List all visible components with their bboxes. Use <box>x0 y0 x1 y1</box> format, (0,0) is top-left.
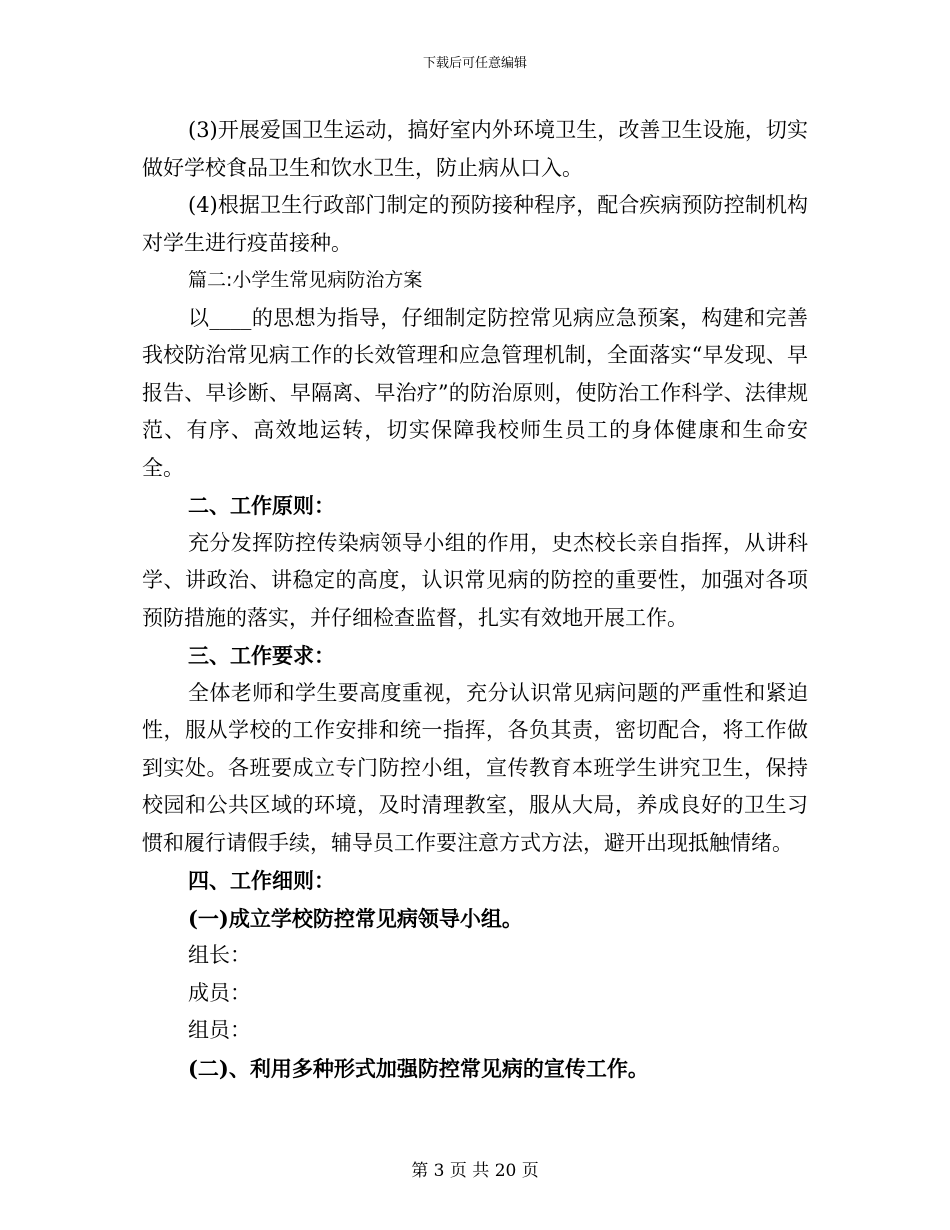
heading-work-details: 四、工作细则： <box>188 868 335 893</box>
paragraph-3: (3)开展爱国卫生运动，搞好室内外环境卫生，改善卫生设施，切实做好学校食品卫生和饮水卫生，防止病从口入。 <box>142 118 808 180</box>
members-line: 成员： <box>188 980 251 1005</box>
heading-work-requirements: 三、工作要求： <box>188 643 335 668</box>
page-footer: 第 3 页 共 20 页 <box>411 1161 539 1181</box>
group-members-line: 组员： <box>188 1018 251 1042</box>
guiding-paragraph: 以____的思想为指导，仔细制定防控常见病应急预案，构建和完善我校防治常见病工作的长效管理和应急管理机制，全面落实“早发现、早报告、早诊断、早隔离、早治疗”的防治原则，使防治工作科学、法律规范、有序、高效地运转，切实保障我校师生员工的身体健康和生命安全。 <box>142 305 808 480</box>
subheading-publicity: (二)、利用多种形式加强防控常见病的宣传工作。 <box>188 1055 649 1081</box>
subheading-leading-group: (一)成立学校防控常见病领导小组。 <box>188 905 523 931</box>
paragraph-4: (4)根据卫生行政部门制定的预防接种程序，配合疾病预防控制机构对学生进行疫苗接种。 <box>142 193 808 255</box>
requirements-paragraph: 全体老师和学生要高度重视，充分认识常见病问题的严重性和紧迫性，服从学校的工作安排和统一指挥，各负其责，密切配合，将工作做到实处。各班要成立专门防控小组，宣传教育本班学生讲究卫生，保持校园和公共区域的环境，及时清理教室，服从大局，养成良好的卫生习惯和履行请假手续，辅导员工作要注意方式方法，避开出现抵触情绪。 <box>142 680 808 855</box>
article-title: 篇二:小学生常见病防治方案 <box>188 269 423 291</box>
heading-work-principles: 二、工作原则： <box>188 493 335 518</box>
document-body <box>142 112 808 1087</box>
group-leader-line: 组长： <box>188 943 251 967</box>
principles-paragraph: 充分发挥防控传染病领导小组的作用，史杰校长亲自指挥，从讲科学、讲政治、讲稳定的高度，认识常见病的防控的重要性，加强对各项预防措施的落实，并仔细检查监督，扎实有效地开展工作。 <box>142 530 808 630</box>
page-header: 下载后可任意编辑 <box>422 56 527 71</box>
